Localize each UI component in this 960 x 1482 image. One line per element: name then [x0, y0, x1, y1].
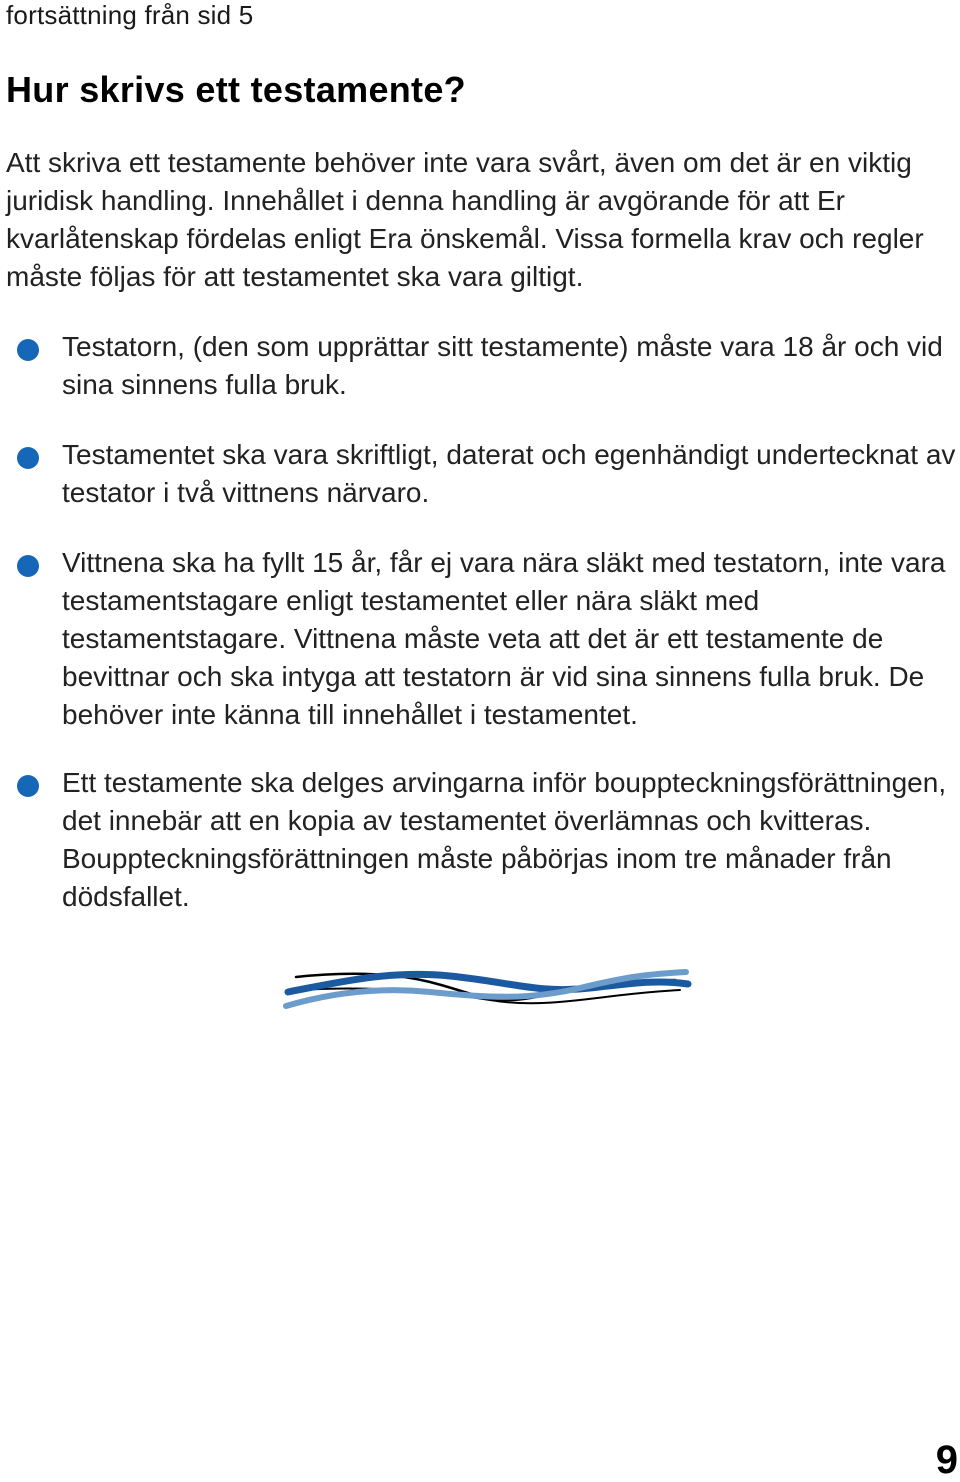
wave-ornament-icon [280, 960, 700, 1020]
page-number: 9 [935, 1438, 958, 1482]
intro-paragraph: Att skriva ett testamente behöver inte vara svårt, även om det är en viktig juridisk handling. Innehållet i denna handling är avgörande för att Er kvarlåtenskap fördelas enligt Era önskemål. Vissa formella krav och regler måste följas för att testamentet ska vara giltigt. [6, 147, 924, 292]
bullet-dot-icon [17, 775, 39, 797]
bullet-dot-icon [17, 555, 39, 577]
bullet-text: Testatorn, (den som upprättar sitt testamente) måste vara 18 år och vid sina sinnens fulla bruk. [62, 331, 943, 400]
bullet-text: Vittnena ska ha fyllt 15 år, får ej vara nära släkt med testatorn, inte vara testamentstagare enligt testamentet eller nära släkt med testamentstagare. Vittnena måste veta att det är ett testamente de bevittnar och ska intyga att testatorn är vid sina sinnens fulla bruk. De behöver inte känna till innehållet i testamentet. [62, 547, 946, 730]
bullet-dot-icon [17, 339, 39, 361]
bullet-text: Testamentet ska vara skriftligt, daterat och egenhändigt undertecknat av testator i två vittnens närvaro. [62, 439, 956, 508]
bullet-dot-icon [17, 447, 39, 469]
running-head: fortsättning från sid 5 [6, 0, 254, 30]
page-title: Hur skrivs ett testamente? [6, 69, 466, 110]
bullet-text: Ett testamente ska delges arvingarna inför bouppteckningsförättningen, det innebär att en kopia av testamentet överlämnas och kvitteras. Bouppteckningsförättningen måste påbörjas inom tre månader från dödsfallet. [62, 767, 947, 912]
